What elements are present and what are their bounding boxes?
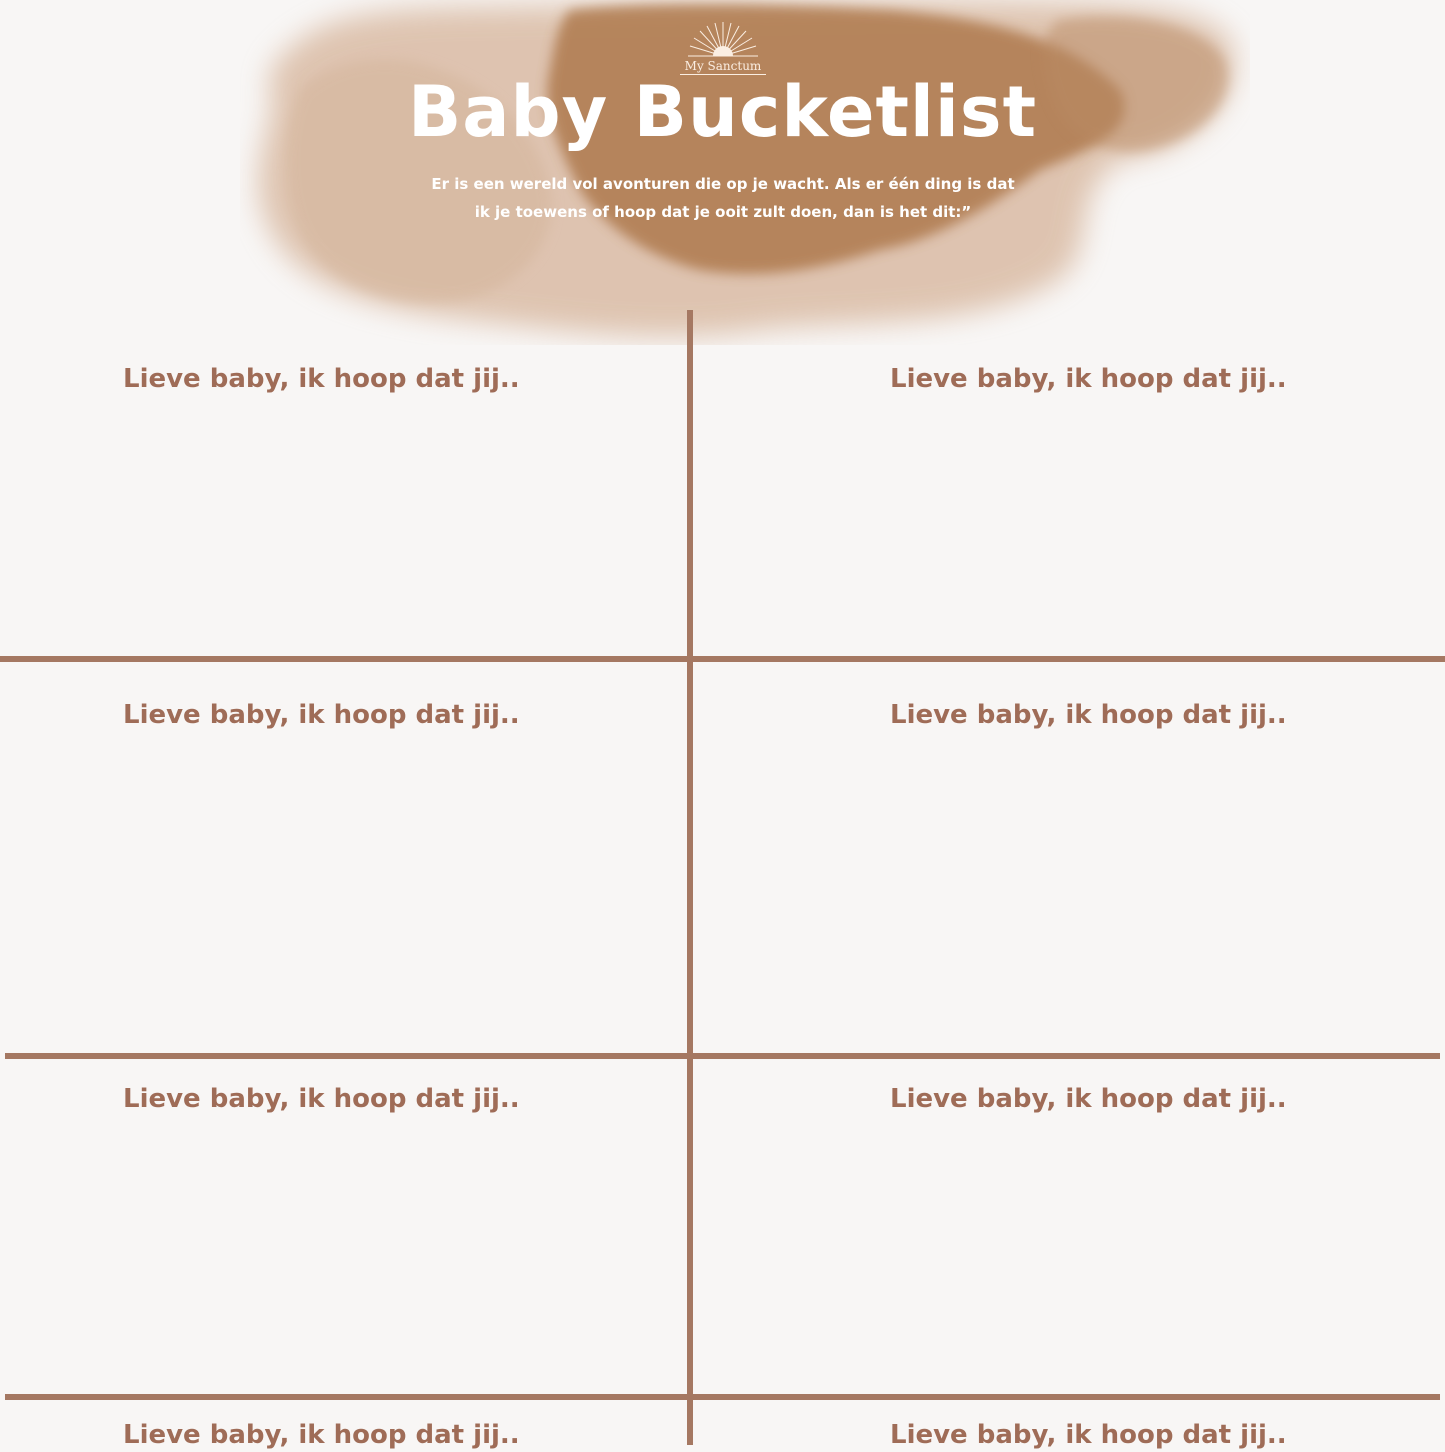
- page-subtitle: Er is een wereld vol avonturen die op je wacht. Als er één ding is dat ik je toewens of hoop dat je ooit zult doen, dan is het dit:”: [431, 175, 1015, 221]
- wish-prompt: Lieve baby, ik hoop dat jij..: [123, 700, 520, 730]
- wish-prompt: Lieve baby, ik hoop dat jij..: [890, 1420, 1287, 1450]
- horizontal-divider: [0, 656, 1445, 662]
- wish-prompt: Lieve baby, ik hoop dat jij..: [123, 1420, 520, 1450]
- wish-prompt: Lieve baby, ik hoop dat jij..: [890, 1084, 1287, 1114]
- sunrise-icon: [680, 20, 766, 58]
- wish-prompt: Lieve baby, ik hoop dat jij..: [890, 700, 1287, 730]
- wish-prompt: Lieve baby, ik hoop dat jij..: [123, 1084, 520, 1114]
- wish-prompt: Lieve baby, ik hoop dat jij..: [890, 364, 1287, 394]
- horizontal-divider: [5, 1394, 1440, 1400]
- brand-logo: [680, 20, 766, 74]
- wish-prompt: Lieve baby, ik hoop dat jij..: [123, 364, 520, 394]
- horizontal-divider: [5, 1053, 1440, 1059]
- vertical-divider: [687, 310, 693, 1445]
- brand-name: My Sanctum: [680, 59, 766, 75]
- page-title: Baby Bucketlist: [407, 71, 1038, 153]
